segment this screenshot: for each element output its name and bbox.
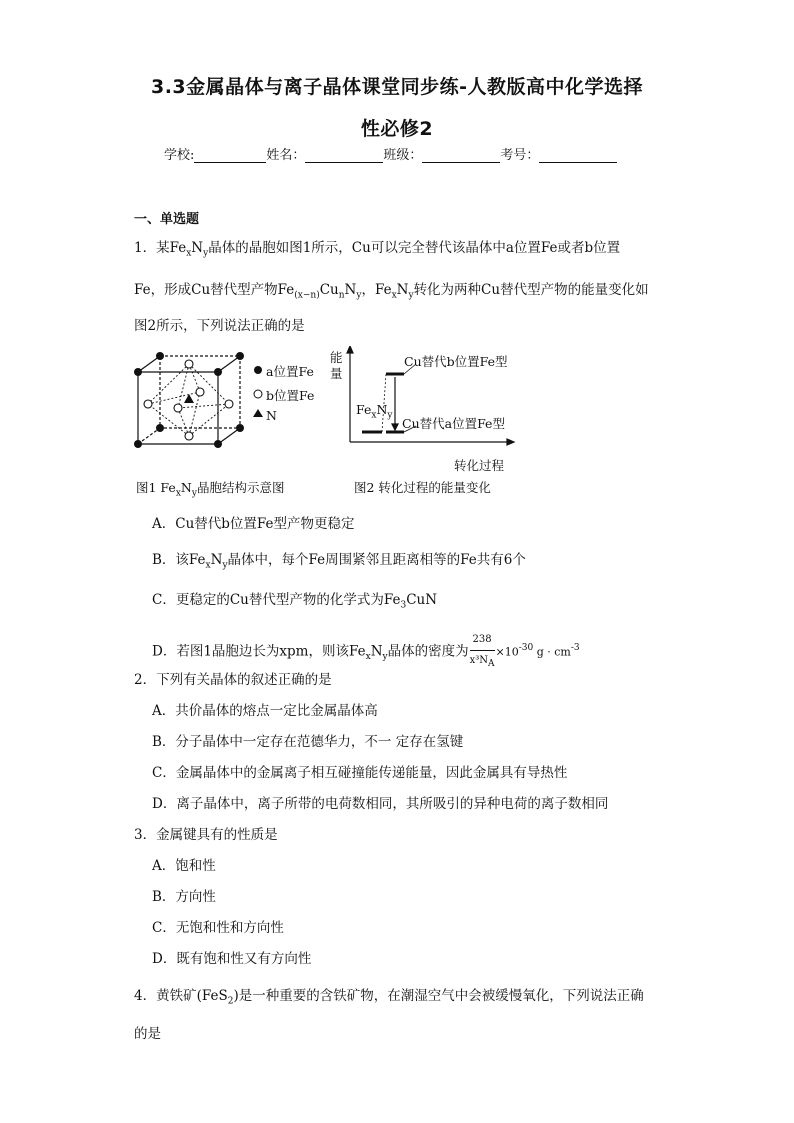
q3-option-d[interactable]: D．既有饱和性又有方向性 <box>152 951 312 967</box>
q4-line1: 4．黄铁矿(FeS$_2$)是一种重要的含铁矿物，在潮湿空气中会被缓慢氧化，下列说法正确 <box>134 988 644 1007</box>
figure2-caption: 图2 转化过程的能量变化 <box>354 480 491 495</box>
q2-option-a[interactable]: A．共价晶体的熔点一定比金属晶体高 <box>152 703 378 719</box>
q1-option-a[interactable]: A．Cu替代b位置Fe型产物更稳定 <box>152 516 355 532</box>
fig2-top-label: Cu替代b位置Fe型 <box>404 354 508 369</box>
q3-stem: 3．金属键具有的性质是 <box>134 827 278 843</box>
class-label: 班级： <box>383 148 423 163</box>
class-field[interactable] <box>422 149 500 163</box>
section-heading: 一、单选题 <box>134 212 200 227</box>
q3-option-b[interactable]: B．方向性 <box>152 889 216 905</box>
q3-option-c[interactable]: C．无饱和性和方向性 <box>152 920 284 936</box>
fig2-xlabel: 转化过程 <box>454 458 505 473</box>
q1-option-c[interactable]: C．更稳定的Cu替代型产物的化学式为$Fe_3CuN$ <box>152 592 438 611</box>
name-field[interactable] <box>305 149 383 163</box>
id-label: 考号： <box>500 148 540 163</box>
legend-a: a位置Fe <box>266 364 314 379</box>
q1-option-d[interactable]: D．若图1晶胞边长为xpm，则该$Fe_xN_y$晶体的密度为 $\frac{238}{x^3N_A}$ $\times 10^{-30}$ $g \cdot cm^{-3}$ <box>152 630 580 674</box>
q1-option-b[interactable]: B．该$Fe_xN_y$晶体中，每个Fe周围紧邻且距离相等的Fe共有6个 <box>152 552 526 571</box>
id-field[interactable] <box>539 149 617 163</box>
q1-line1: 1．某$Fe_xN_y$晶体的晶胞如图1所示，Cu可以完全替代该晶体中a位置Fe或者b位置 <box>134 240 621 259</box>
name-label: 姓名： <box>266 148 306 163</box>
q3-option-a[interactable]: A．饱和性 <box>152 858 216 874</box>
q2-option-d[interactable]: D．离子晶体中，离子所带的电荷数相同，其所吸引的异种电荷的离子数相同 <box>152 796 609 812</box>
legend-n: N <box>266 408 277 423</box>
school-field[interactable] <box>194 149 266 163</box>
student-info <box>164 144 617 163</box>
q2-option-c[interactable]: C．金属晶体中的金属离子相互碰撞能传递能量，因此金属具有导热性 <box>152 765 568 781</box>
fig2-ylabel: 能 量 <box>330 350 343 381</box>
fig2-left-label: $Fe_xN_y$ <box>356 402 393 421</box>
q4-line2: 的是 <box>134 1026 161 1042</box>
fig2-mid-label: Cu替代a位置Fe型 <box>402 416 505 431</box>
page-title: 3.3金属晶体与离子晶体课堂同步练-人教版高中化学选择 <box>150 76 644 98</box>
legend-b: b位置Fe <box>266 388 315 403</box>
figure1-caption: 图1 $Fe_xN_y$晶胞结构示意图 <box>136 480 285 499</box>
page-title-line2: 性必修2 <box>360 118 434 140</box>
q1-line2: Fe，形成Cu替代型产物$Fe_{(x-n)}Cu_nN_y$，$Fe_xN_y$转化为两种Cu替代型产物的能量变化如 <box>134 282 649 301</box>
q1-line3: 图2所示，下列说法正确的是 <box>134 318 305 334</box>
density-fraction: $\frac{238}{x^3N_A}$ <box>470 630 495 674</box>
school-label: 学校: <box>164 148 195 163</box>
q2-stem: 2．下列有关晶体的叙述正确的是 <box>134 672 332 688</box>
q2-option-b[interactable]: B．分子晶体中一定存在范德华力，不一 定存在氢键 <box>152 734 464 750</box>
